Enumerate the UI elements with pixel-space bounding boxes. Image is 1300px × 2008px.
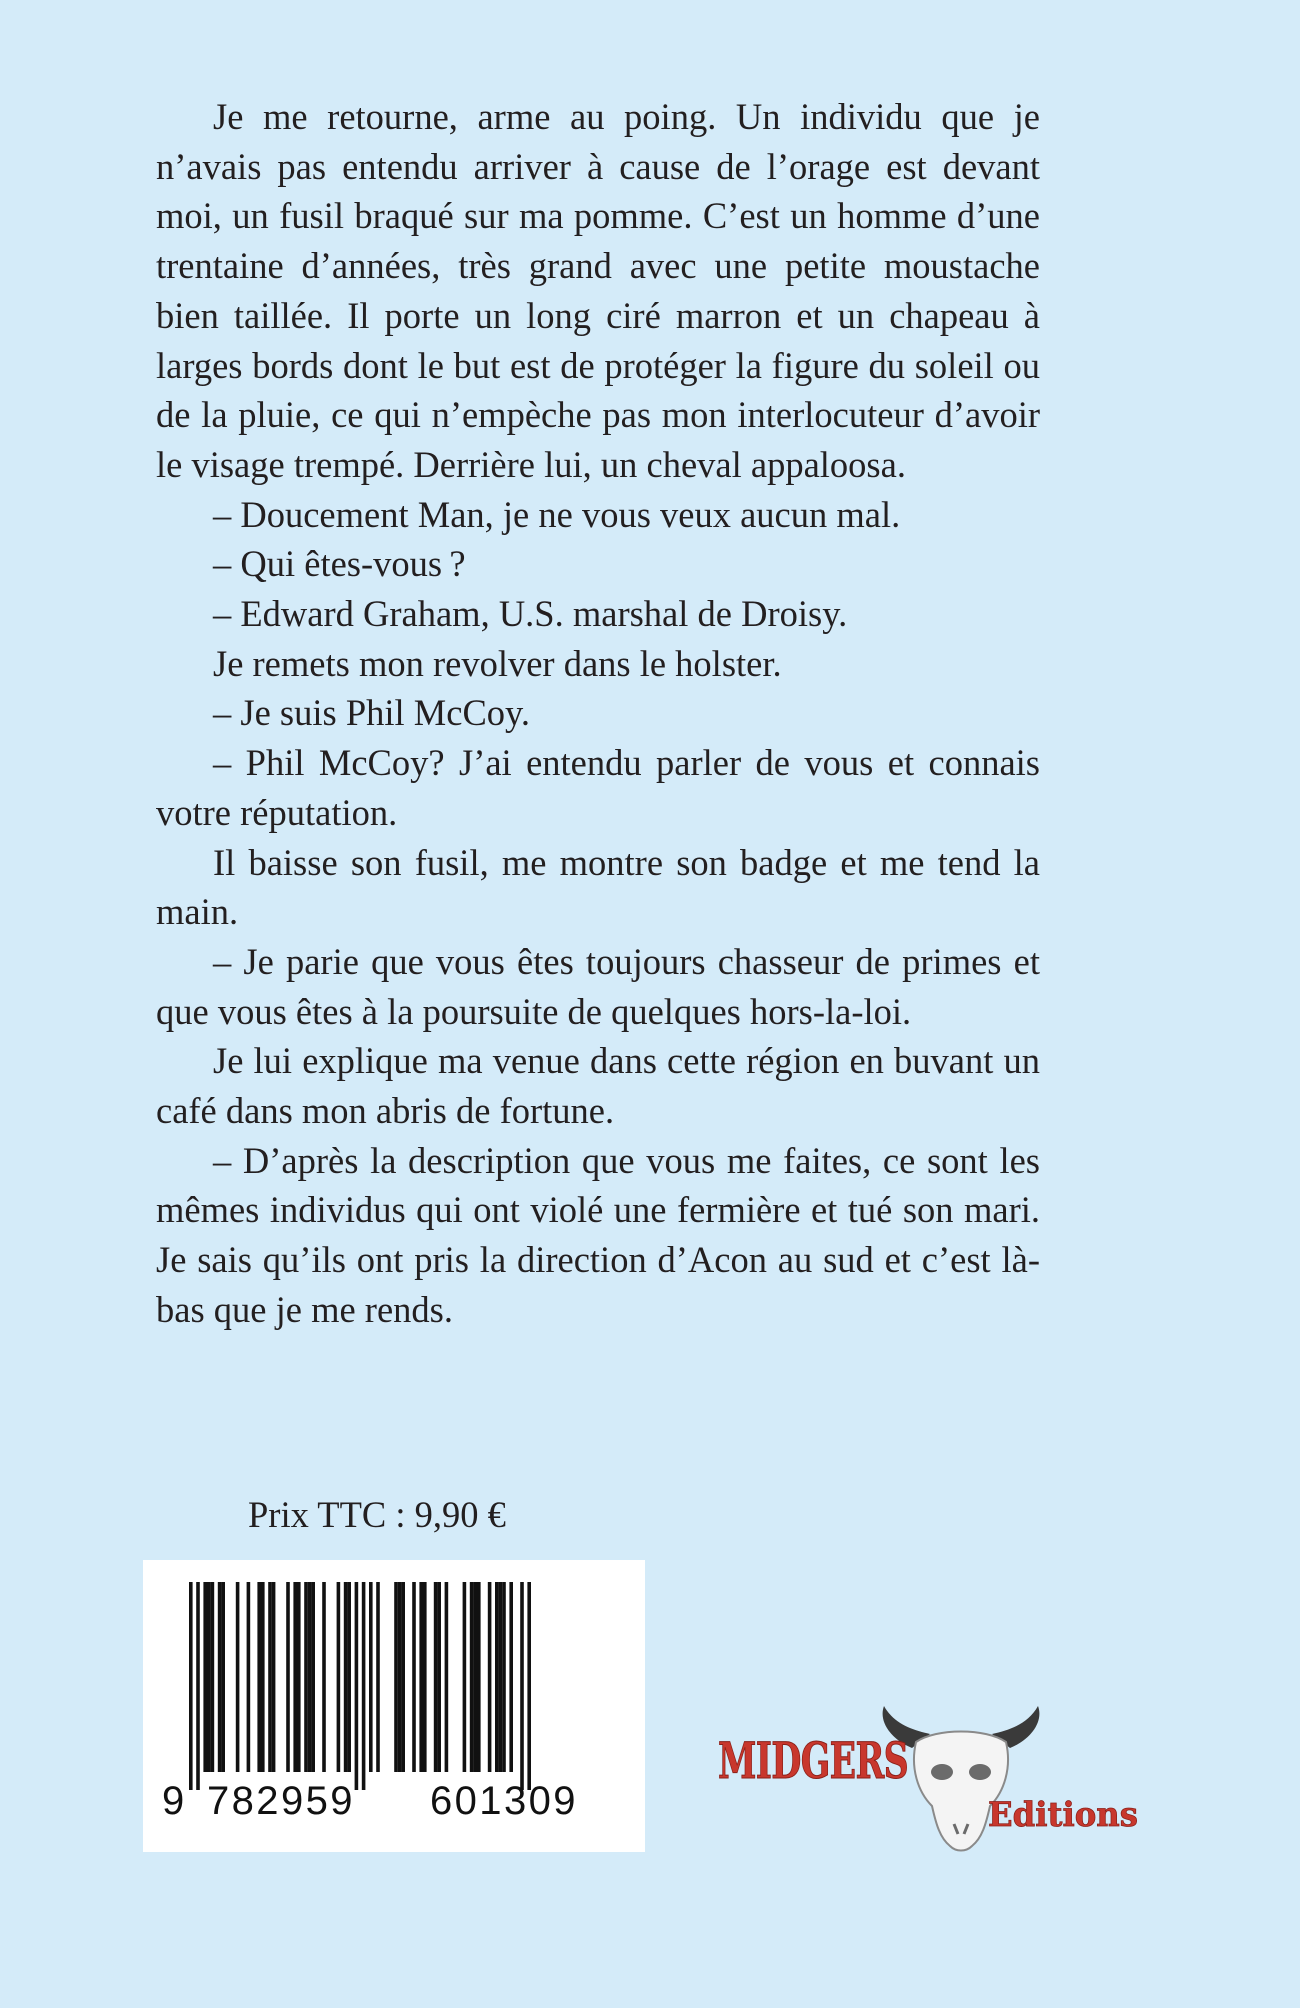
barcode-bar <box>311 1582 315 1772</box>
barcode-bar <box>322 1582 326 1772</box>
barcode-bar <box>509 1582 513 1772</box>
barcode-bar <box>423 1582 427 1772</box>
blurb-paragraph: Je me retourne, arme au poing. Un individu que je n’avais pas entendu arriver à cause de l’orage est devant moi, un fusil braqué sur ma pomme. C’est un homme d’une trentaine d’années, très grand avec une petite moustache bien taillée. Il porte un long ciré marron et un chapeau à larges bords dont le but est de protéger la figure du soleil ou de la pluie, ce qui n’empèche pas mon interlocuteur d’avoir le visage trempé. Derrière lui, un cheval appaloosa. <box>156 96 1040 485</box>
blurb-paragraph: – Qui êtes-vous ? <box>213 543 466 585</box>
barcode-bar <box>297 1582 301 1772</box>
barcode-bar <box>355 1582 359 1790</box>
blurb-paragraph: Il baisse son fusil, me montre son badge et me tend la main. <box>156 841 1040 933</box>
barcode-first-digit: 9 <box>162 1779 186 1823</box>
blurb-paragraph: Je lui explique ma venue dans cette région en buvant un café dans mon abris de fortune. <box>156 1040 1040 1132</box>
barcode-bar <box>419 1582 423 1772</box>
barcode-bar <box>499 1582 503 1772</box>
publisher-brand: MIDGERS <box>718 1731 908 1790</box>
barcode-bar <box>463 1582 467 1772</box>
barcode-bar <box>437 1582 441 1772</box>
barcode-bar <box>272 1582 276 1772</box>
barcode-bar <box>369 1582 373 1772</box>
barcode-bar <box>308 1582 312 1772</box>
barcode-bar <box>218 1582 222 1772</box>
barcode-bar <box>211 1582 215 1772</box>
barcode-bar <box>257 1582 261 1772</box>
barcode-bar <box>434 1582 438 1772</box>
barcode-bar <box>337 1582 341 1772</box>
barcode-bar <box>412 1582 416 1772</box>
barcode-bar <box>344 1582 348 1772</box>
barcode-bar <box>189 1582 193 1790</box>
barcode-bar <box>207 1582 211 1772</box>
blurb-paragraph: – Phil McCoy? J’ai entendu parler de vous et connais votre réputation. <box>156 742 1040 833</box>
barcode-bar <box>203 1582 207 1772</box>
barcode-bar <box>347 1582 351 1772</box>
publisher-suffix: Editions <box>988 1795 1138 1835</box>
barcode-bar <box>362 1582 366 1790</box>
barcode-bar <box>398 1582 402 1772</box>
blurb-paragraph: Je remets mon revolver dans le holster. <box>213 642 782 684</box>
barcode-bar <box>286 1582 290 1772</box>
blurb-paragraph: – Je parie que vous êtes toujours chasseur de primes et que vous êtes à la poursuite de quelques hors-la-loi. <box>156 940 1040 1032</box>
barcode-left-digits: 782959 <box>207 1779 355 1823</box>
barcode-bar <box>470 1582 474 1772</box>
barcode-bar <box>488 1582 492 1772</box>
barcode-bar <box>495 1582 499 1772</box>
back-cover-blurb <box>156 92 1040 1335</box>
barcode-bar <box>261 1582 265 1772</box>
barcode-bar <box>221 1582 225 1772</box>
barcode-bar <box>247 1582 251 1772</box>
blurb-paragraph: – Doucement Man, je ne vous veux aucun mal. <box>213 493 901 535</box>
barcode-bar <box>304 1582 308 1772</box>
isbn-barcode <box>143 1560 645 1852</box>
barcode-bar <box>236 1582 240 1772</box>
barcode-bar <box>502 1582 506 1772</box>
barcode-bar <box>376 1582 380 1772</box>
barcode-bar <box>477 1582 481 1772</box>
barcode-bar <box>401 1582 405 1772</box>
barcode-bar <box>445 1582 449 1772</box>
barcode-right-digits: 601309 <box>430 1779 578 1823</box>
blurb-paragraph: – Edward Graham, U.S. marshal de Droisy. <box>213 593 848 635</box>
barcode-bar <box>268 1582 272 1772</box>
blurb-paragraph: – Je suis Phil McCoy. <box>213 692 531 734</box>
blurb-paragraph: – D’après la description que vous me faites, ce sont les mêmes individus qui ont violé une fermière et tué son mari. Je sais qu’ils ont pris la direction d’Acon au sud et c’est là-bas que je me rends. <box>156 1139 1040 1330</box>
price-label: Prix TTC : 9,90 € <box>248 1494 506 1535</box>
barcode-bar <box>196 1582 200 1790</box>
barcode-bar <box>473 1582 477 1772</box>
publisher-logo <box>716 1706 1146 1856</box>
barcode-bar <box>527 1582 531 1790</box>
barcode-bar <box>293 1582 297 1772</box>
barcode-bar <box>520 1582 524 1790</box>
barcode-bar <box>394 1582 398 1772</box>
